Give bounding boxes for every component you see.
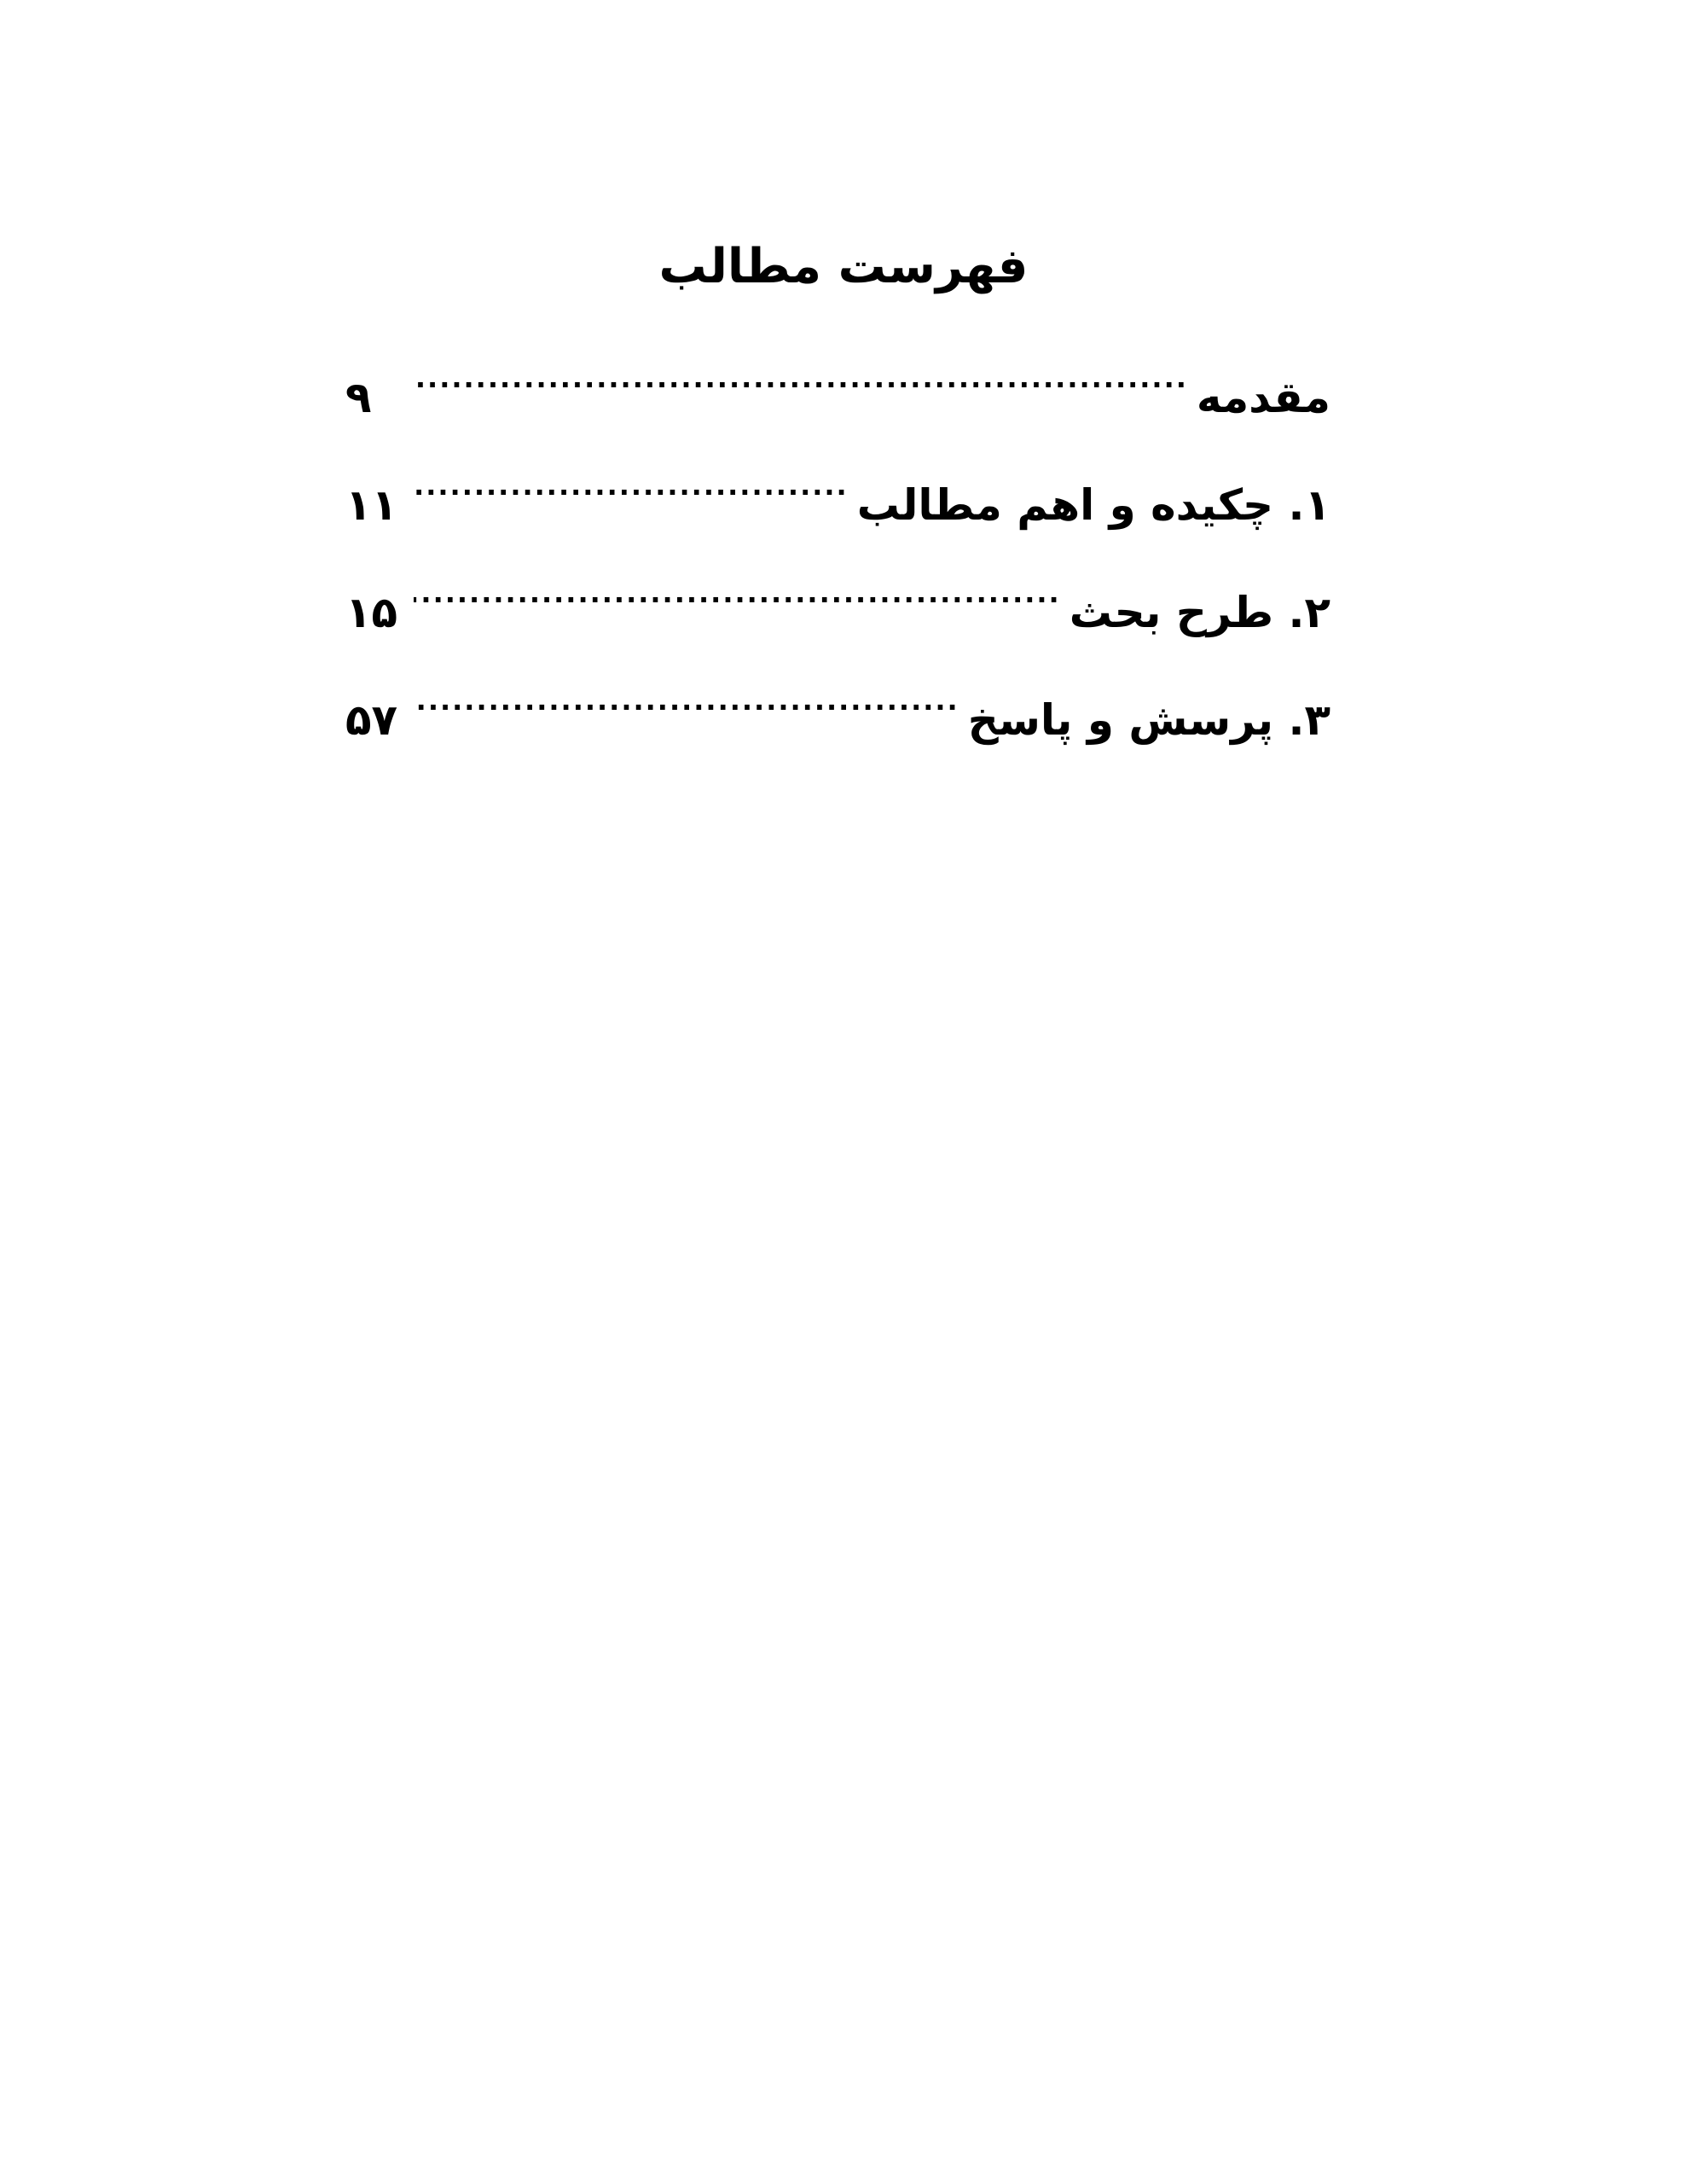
toc-entry-page-number: ۹ [345, 373, 372, 422]
toc-entry-page-number: ۵۷ [345, 695, 398, 745]
toc-entry-label: ۱. چکیده و اهم مطالب [856, 480, 1330, 530]
toc-entry-discussion [345, 542, 1330, 649]
toc-entry-questions-answers [345, 649, 1330, 757]
toc-title: فهرست مطالب [658, 239, 1029, 294]
toc-entry-introduction [345, 327, 1330, 434]
toc-list [345, 327, 1330, 757]
toc-entry-page-number: ۱۵ [345, 588, 398, 637]
toc-entry-page-number: ۱۱ [345, 480, 398, 530]
toc-entry-summary [345, 434, 1330, 542]
toc-entry-label: مقدمه [1196, 373, 1330, 422]
toc-dot-leader [414, 542, 1061, 627]
toc-entry-label: ۲. طرح بحث [1069, 588, 1330, 637]
toc-dot-leader [414, 649, 959, 735]
toc-entry-label: ۳. پرسش و پاسخ [967, 695, 1330, 745]
toc-dot-leader [414, 434, 849, 520]
toc-dot-leader [414, 327, 1188, 412]
